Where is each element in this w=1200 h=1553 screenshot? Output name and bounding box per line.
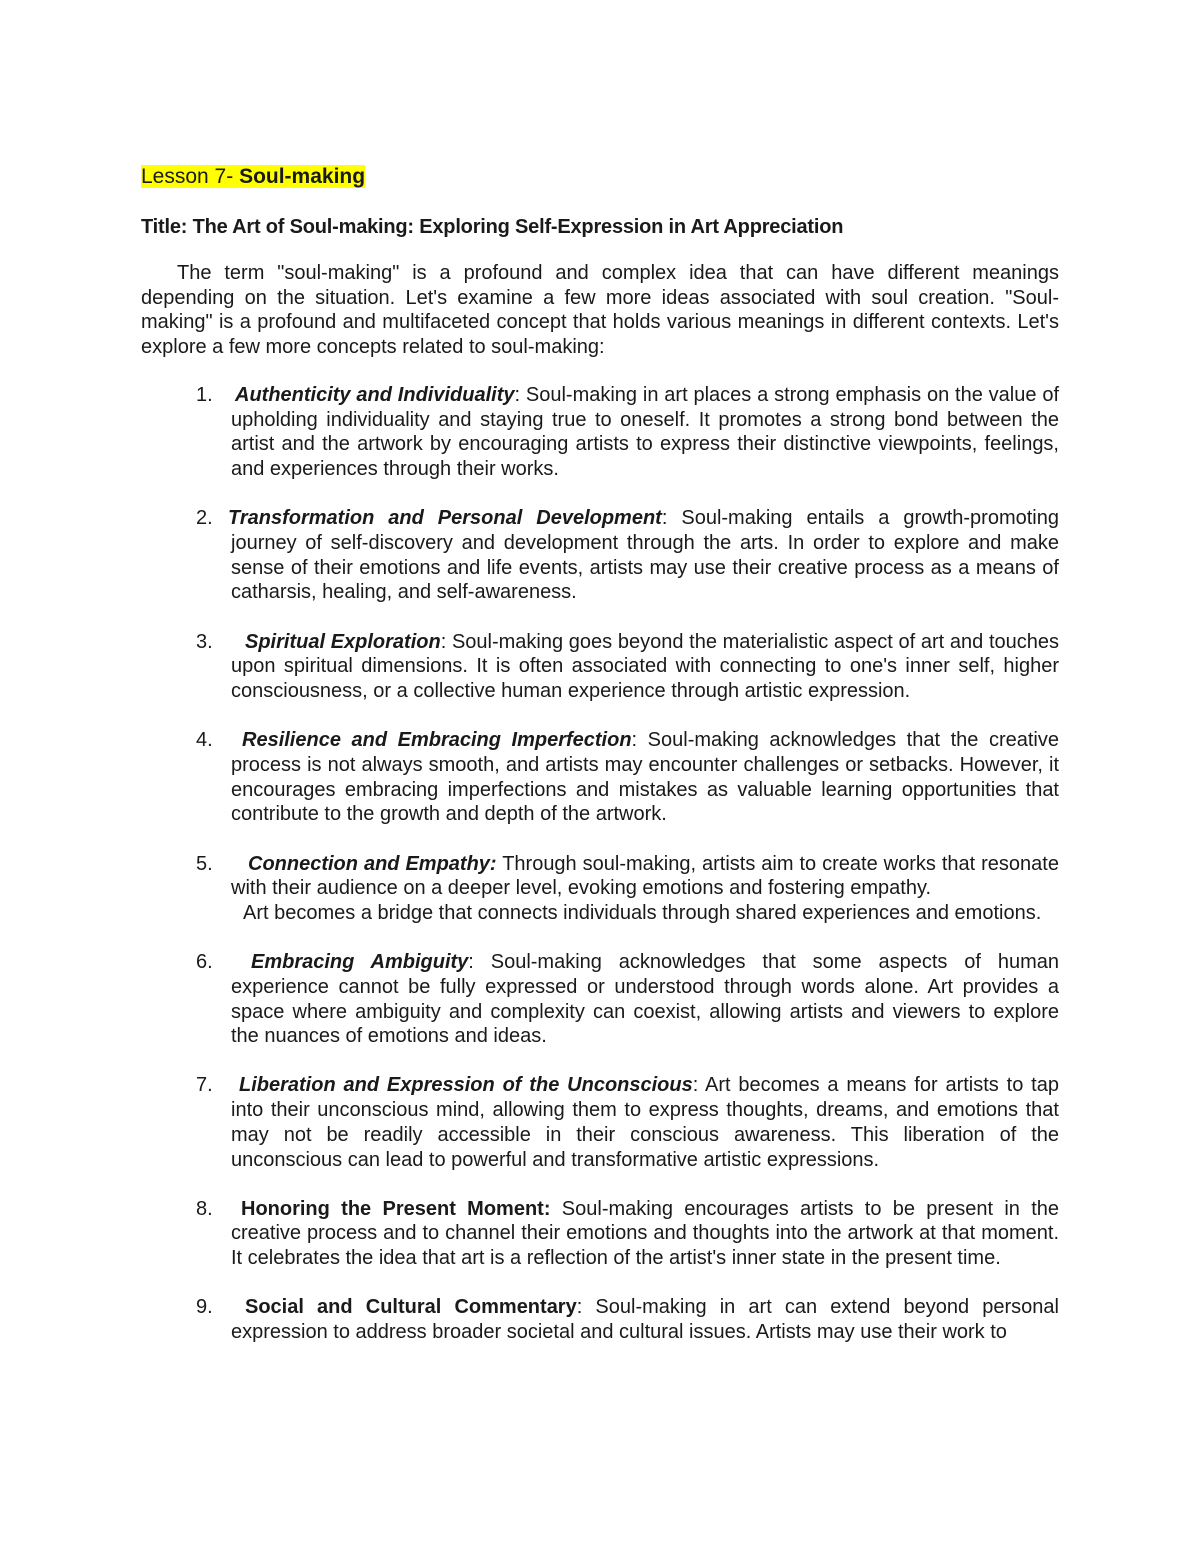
item-body [231, 1073, 1059, 1172]
item-body [228, 506, 1059, 605]
list-item [0, 630, 1200, 704]
item-body [231, 630, 1059, 704]
concept-list [0, 383, 1200, 1369]
item-number: 9. [196, 1296, 213, 1319]
item-body [231, 852, 1059, 901]
item-body [231, 1197, 1059, 1271]
item-term: Transformation and Personal Development [228, 507, 662, 530]
item-number: 3. [196, 630, 213, 653]
item-text: : Art becomes a means for artists to tap into their unconscious mind, allowing them to express thoughts, dreams, and emotions that may not be readily accessible in their conscious awareness. This liberation of the unconscious can lead to powerful and transformative artistic expressions. [231, 1074, 1059, 1171]
list-item [0, 728, 1200, 827]
item-body [231, 950, 1059, 1049]
item-term: Authenticity and Individuality [235, 384, 515, 406]
item-text: : Soul-making acknowledges that the creative process is not always smooth, and artists may encounter challenges or setbacks. However, it encourages embracing imperfections and mistakes as valuable learning opportunities that contribute to the growth and depth of the artwork. [231, 729, 1059, 826]
item-body-continued [231, 901, 1059, 926]
lesson-prefix: Lesson 7- [141, 165, 240, 188]
list-item [0, 1197, 1200, 1271]
list-item [0, 383, 1200, 482]
item-body [231, 728, 1059, 827]
item-text-continued: Art becomes a bridge that connects individuals through shared experiences and emotions. [243, 901, 1042, 924]
lesson-highlight [141, 165, 365, 188]
list-item [0, 506, 1200, 605]
lesson-heading [141, 163, 365, 191]
item-body [231, 1295, 1059, 1344]
list-item [0, 852, 1200, 926]
item-term: Social and Cultural Commentary [245, 1296, 577, 1319]
item-number: 8. [196, 1197, 213, 1220]
list-item [0, 950, 1200, 1049]
item-number: 7. [196, 1074, 213, 1097]
item-number: 6. [196, 951, 213, 974]
item-number: 1. [196, 384, 213, 406]
item-term: Connection and Empathy: [248, 852, 497, 875]
item-term: Honoring the Present Moment: [241, 1197, 551, 1220]
item-number: 5. [196, 852, 213, 875]
item-number: 2. [196, 507, 213, 530]
intro-paragraph: The term "soul-making" is a profound and complex idea that can have different meanings depending on the situation. Let's examine a few more ideas associated with soul creation. "Soul-making" is a profound and multifaceted concept that holds various meanings in different contexts. Let's explore a few more concepts related to soul-making: [141, 262, 1059, 359]
item-term: Embracing Ambiguity [251, 951, 469, 974]
item-text: : Soul-making goes beyond the materialistic aspect of art and touches upon spiritual dimensions. It is often associated with connecting to one's inner self, higher consciousness, or a collective human experience through artistic expression. [231, 630, 1060, 703]
item-number: 4. [196, 729, 213, 752]
document-title: Title: The Art of Soul-making: Exploring Self-Expression in Art Appreciation [141, 216, 844, 238]
item-body [231, 383, 1059, 482]
item-term: Liberation and Expression of the Unconscious [239, 1074, 693, 1097]
item-text: : Soul-making acknowledges that some aspects of human experience cannot be fully expressed or understood through words alone. Art provides a space where ambiguity and complexity can coexist, allowing artists and viewers to explore the nuances of emotions and ideas. [231, 951, 1059, 1048]
item-text: : Soul-making in art can extend beyond personal expression to address broader societal and cultural issues. Artists may use their work to [231, 1296, 1059, 1344]
item-term: Resilience and Embracing Imperfection [242, 729, 632, 752]
list-item [0, 1295, 1200, 1344]
item-text: : Soul-making entails a growth-promoting journey of self-discovery and development through the arts. In order to explore and make sense of their emotions and life events, artists may use their creative process as a means of catharsis, healing, and self-awareness. [231, 507, 1059, 604]
item-text: Soul-making encourages artists to be present in the creative process and to channel their emotions and thoughts into the artwork at that moment. It celebrates the idea that art is a reflection of the artist's inner state in the present time. [231, 1197, 1060, 1270]
item-text: : Soul-making in art places a strong emphasis on the value of upholding individuality and staying true to oneself. It promotes a strong bond between the artist and the artwork by encouraging artists to express their distinctive viewpoints, feelings, and experiences through their works. [231, 384, 1060, 481]
item-text: Through soul-making, artists aim to create works that resonate with their audience on a deeper level, evoking emotions and fostering empathy. [231, 852, 1059, 900]
lesson-name: Soul-making [239, 165, 366, 188]
list-item [0, 1073, 1200, 1172]
item-term: Spiritual Exploration [245, 630, 441, 653]
